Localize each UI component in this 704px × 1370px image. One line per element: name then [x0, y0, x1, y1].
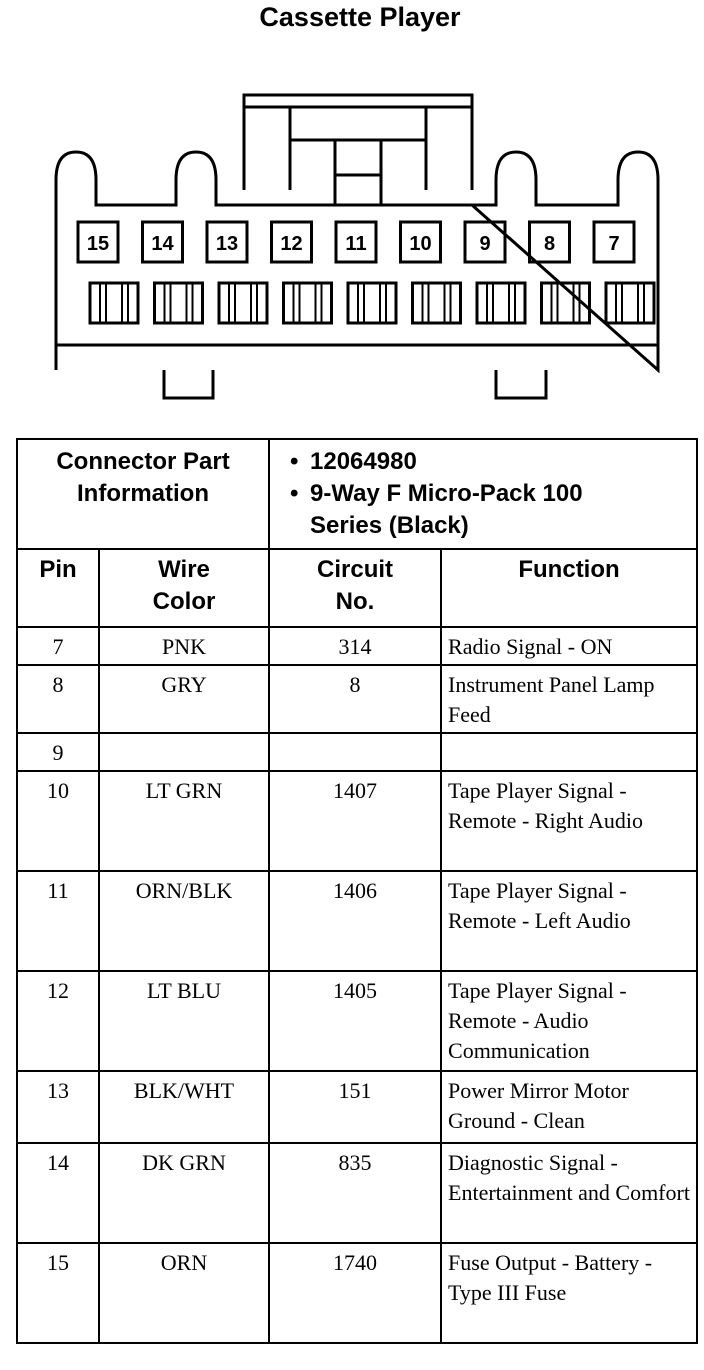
circuit-cell: 1740 [269, 1243, 441, 1343]
header-row [17, 549, 697, 627]
pin-cell: 8 [17, 665, 99, 733]
function-cell: Fuse Output - Battery - Type III Fuse [441, 1243, 697, 1343]
circuit-cell: 314 [269, 627, 441, 665]
pin-terminal-slot-14 [165, 283, 193, 323]
function-cell [441, 733, 697, 771]
table-row [17, 871, 697, 971]
part-info-label: Connector Part Information [17, 439, 269, 549]
part-info-details: • 12064980 • 9-Way F Micro-Pack 100 Series (Black) [269, 439, 697, 549]
part-description: 9-Way F Micro-Pack 100 [310, 480, 583, 507]
pin-cell: 11 [17, 871, 99, 971]
circuit-cell: 151 [269, 1071, 441, 1143]
pin-terminal-9 [477, 283, 525, 323]
pin-terminal-13 [219, 283, 267, 323]
pin-terminal-12 [284, 283, 332, 323]
wire-color-cell: ORN/BLK [99, 871, 269, 971]
wire-color-cell: LT GRN [99, 771, 269, 871]
pin-label-14: 14 [151, 233, 174, 255]
pin-terminal-slot-13 [229, 283, 257, 323]
wire-color-cell [99, 733, 269, 771]
pin-terminal-slot-10 [423, 283, 451, 323]
circuit-cell: 835 [269, 1143, 441, 1243]
table-row [17, 627, 697, 665]
table-row [17, 1243, 697, 1343]
table-row [17, 1071, 697, 1143]
pin-terminal-slot-11 [358, 283, 386, 323]
connector-latch-body [244, 107, 472, 205]
pin-label-12: 12 [280, 233, 303, 255]
pin-terminal-15 [90, 283, 138, 323]
function-cell: Tape Player Signal - Remote - Right Audio [441, 771, 697, 871]
function-cell: Power Mirror Motor Ground - Clean [441, 1071, 697, 1143]
pin-cell: 13 [17, 1071, 99, 1143]
connector-tab-right [496, 370, 546, 398]
pin-terminal-slot-12 [294, 283, 322, 323]
wire-color-cell: BLK/WHT [99, 1071, 269, 1143]
pin-label-11: 11 [345, 233, 367, 255]
page-title: Cassette Player [259, 2, 461, 32]
pin-cell: 9 [17, 733, 99, 771]
pin-terminal-7 [606, 283, 654, 323]
function-cell: Tape Player Signal - Remote - Audio Communication [441, 971, 697, 1071]
table-row [17, 771, 697, 871]
header-function: Function [441, 549, 697, 627]
pin-label-10: 10 [409, 233, 432, 255]
function-cell: Diagnostic Signal - Entertainment and Comfort [441, 1143, 697, 1243]
circuit-cell: 1405 [269, 971, 441, 1071]
pin-terminal-11 [348, 283, 396, 323]
circuit-cell: 1407 [269, 771, 441, 871]
table-row [17, 665, 697, 733]
pin-terminal-14 [155, 283, 203, 323]
circuit-cell [269, 733, 441, 771]
part-info-row [17, 439, 697, 549]
header-circuit: Circuit No. [269, 549, 441, 627]
function-cell: Radio Signal - ON [441, 627, 697, 665]
pin-label-13: 13 [215, 233, 239, 255]
connector-table [16, 438, 698, 1344]
wire-color-cell: LT BLU [99, 971, 269, 1071]
pin-label-15: 15 [86, 233, 110, 255]
wire-color-cell: ORN [99, 1243, 269, 1343]
table-row [17, 971, 697, 1071]
pin-terminal-slot-15 [100, 283, 128, 323]
connector-latch [244, 95, 472, 107]
wire-color-cell: DK GRN [99, 1143, 269, 1243]
pin-terminal-10 [413, 283, 461, 323]
pin-terminal-slot-9 [487, 283, 515, 323]
table-row [17, 733, 697, 771]
pin-cell: 14 [17, 1143, 99, 1243]
header-wire-color: Wire Color [99, 549, 269, 627]
function-cell: Instrument Panel Lamp Feed [441, 665, 697, 733]
pin-terminal-slot-7 [616, 283, 644, 323]
wire-color-cell: GRY [99, 665, 269, 733]
circuit-cell: 1406 [269, 871, 441, 971]
pin-cell: 15 [17, 1243, 99, 1343]
pin-cell: 12 [17, 971, 99, 1071]
pin-label-8: 8 [543, 233, 556, 255]
pin-label-9: 9 [479, 233, 491, 255]
part-description-cont: Series (Black) [310, 512, 469, 539]
part-number: 12064980 [310, 448, 417, 475]
header-pin: Pin [17, 549, 99, 627]
table-row [17, 1143, 697, 1243]
function-cell: Tape Player Signal - Remote - Left Audio [441, 871, 697, 971]
connector-tab-left [164, 370, 213, 398]
pin-label-7: 7 [608, 233, 620, 255]
wire-color-cell: PNK [99, 627, 269, 665]
connector-diagram [0, 0, 704, 430]
circuit-cell: 8 [269, 665, 441, 733]
pin-cell: 7 [17, 627, 99, 665]
pin-cell: 10 [17, 771, 99, 871]
